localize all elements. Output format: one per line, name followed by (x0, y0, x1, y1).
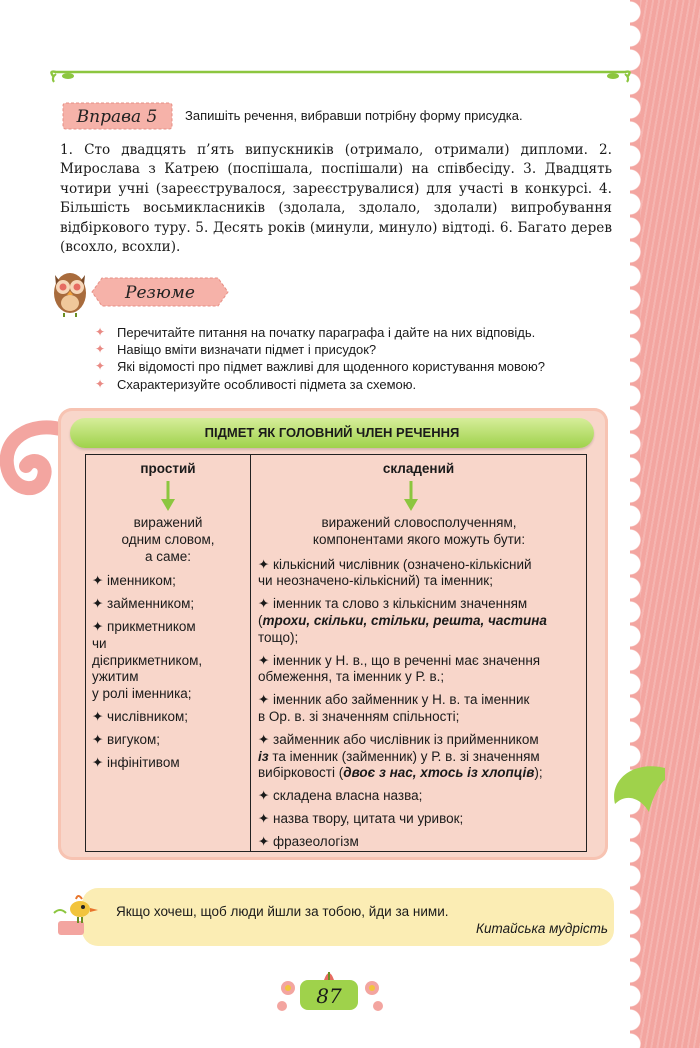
scheme-table (85, 454, 587, 852)
compound-item-line: ✦ кількісний числівник (означено-кількісний (258, 556, 532, 572)
simple-column-header: простий (140, 461, 196, 476)
compound-item: ✦ назва твору, цитата чи уривок; (258, 810, 464, 826)
simple-intro-line: одним словом, (121, 531, 215, 547)
list-item (95, 341, 545, 358)
compound-column (258, 515, 580, 857)
compound-item-line (258, 613, 580, 630)
item-text: та іменник (займенник) у Р. в. зі значенням (268, 748, 540, 764)
side-band-texture (640, 0, 700, 1048)
exercise-text: 1. Сто двадцять п’ять випускників (отримало, отримали) дипломи. 2. Мирослава з Катрею (поспішала, поспішали) на співбесіду. 3. Двадцять чотири учні (зареєструвалося, зареєструвалися) для участі в конкурсі. 4. Більшість восьмикласників (здолала, здолало, здолали) випробування відбіркового туру. 5. Десять років (минули, минуло) відтоді. 6. Багато дерев (всохло, всохли). (60, 142, 612, 256)
paren-text: ( (258, 612, 263, 628)
resume-question-list (95, 324, 545, 393)
compound-item (258, 692, 580, 726)
compound-item (258, 557, 580, 591)
compound-item-line: ✦ займенник або числівник із прийменником (258, 731, 539, 747)
list-item (95, 376, 545, 393)
compound-item-line (258, 765, 580, 782)
item-text: ); (534, 765, 543, 781)
question-text: Перечитайте питання на початку параграфа і дайте на них відповідь. (117, 325, 536, 340)
resume-badge (88, 274, 232, 310)
bullet-star-icon: ✦ (95, 376, 106, 391)
simple-item: ✦ вигуком; (92, 731, 161, 747)
bullet-star-icon: ✦ (95, 325, 106, 339)
example-words: трохи, скільки, стільки, решта, частина (262, 612, 547, 628)
preposition-example: із (258, 748, 269, 764)
compound-item (258, 596, 580, 646)
simple-column (92, 515, 244, 777)
vine-divider-icon (48, 70, 633, 84)
owl-icon (50, 265, 90, 317)
bullet-star-icon: ✦ (95, 359, 106, 374)
compound-item (258, 732, 580, 782)
example-words: двоє з нас, хтось із хлопців (343, 765, 535, 781)
compound-item-line: в Ор. в. зі значенням спільності; (258, 708, 460, 724)
list-item (95, 324, 545, 341)
arrow-down-icon (161, 481, 175, 511)
compound-intro-line: компонентами якого можуть бути: (312, 531, 526, 547)
question-text: Які відомості про підмет важливі для щоденного користування мовою? (117, 359, 545, 375)
scheme-title: ПІДМЕТ ЯК ГОЛОВНИЙ ЧЛЕН РЕЧЕННЯ (70, 418, 594, 448)
compound-column-header: складений (382, 461, 455, 476)
simple-item: ✦ прикметником (92, 618, 196, 634)
simple-item: ужитим (92, 669, 139, 685)
compound-item-line: чи неозначено-кількісний) та іменник; (258, 573, 493, 589)
page-number: 87 (316, 984, 342, 1008)
compound-item-line: тощо); (258, 629, 299, 645)
simple-item: чи (92, 635, 107, 651)
simple-item: ✦ іменником; (92, 573, 176, 589)
simple-item: дієприкметником, (92, 652, 203, 668)
compound-item: ✦ складена власна назва; (258, 788, 423, 804)
item-text: вибірковості ( (258, 765, 344, 781)
question-text: Навіщо вміти визначати підмет і присудок? (117, 342, 377, 358)
compound-intro-line: виражений словосполученням, (321, 515, 517, 530)
compound-item (258, 653, 580, 687)
list-item (95, 358, 545, 375)
exercise-badge-label: Вправа 5 (76, 107, 158, 127)
compound-item-line (258, 749, 580, 766)
quote-text: Якщо хочеш, щоб люди йшли за тобою, йди за ними. (116, 904, 449, 919)
exercise-instruction: Запишіть речення, вибравши потрібну форму присудка. (185, 108, 523, 123)
question-text: Схарактеризуйте особливості підмета за схемою. (117, 376, 417, 392)
resume-badge-label: Резюме (125, 283, 195, 303)
simple-intro-line: а саме: (144, 548, 192, 564)
simple-intro-line: виражений (133, 515, 203, 530)
swirl-decoration-icon (0, 420, 64, 510)
arrow-down-icon (404, 481, 418, 511)
compound-item: ✦ фразеологізм (258, 833, 359, 849)
bird-icon (52, 893, 102, 943)
exercise-badge (60, 100, 175, 132)
simple-item: ✦ числівником; (92, 708, 189, 724)
compound-item-line: ✦ іменник та слово з кількісним значенням (258, 596, 528, 612)
simple-item: ✦ інфінітивом (92, 754, 180, 770)
compound-item-line: обмеження, та іменник у Р. в.; (258, 669, 445, 685)
quote-source: Китайська мудрість (476, 921, 608, 936)
compound-item-line: ✦ іменник або займенник у Н. в. та іменник (258, 692, 530, 708)
bullet-star-icon: ✦ (95, 342, 106, 357)
simple-item: ✦ займенником; (92, 596, 195, 612)
leaf-decoration-icon (605, 760, 665, 820)
simple-item: у ролі іменника; (92, 686, 192, 702)
column-divider (250, 455, 251, 851)
compound-item-line: ✦ іменник у Н. в., що в реченні має значення (258, 652, 541, 668)
